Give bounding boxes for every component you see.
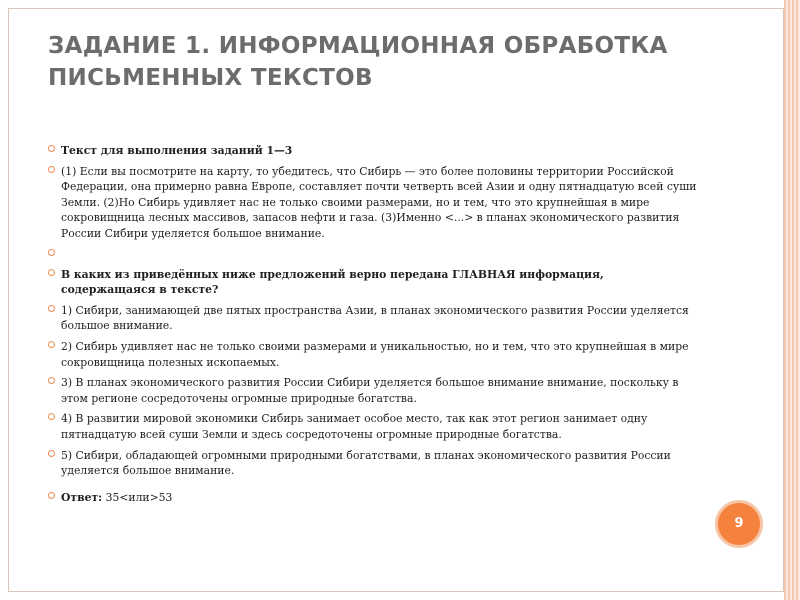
bullet-circle-icon <box>48 145 55 152</box>
option-text: 2) Сибирь удивляет нас не только своими размерами и уникальностью, но и тем, что это крупнейшая в мире сокровищница полезных ископаемых. <box>61 339 689 369</box>
option-3 <box>48 375 698 406</box>
bullet-circle-icon <box>48 413 55 420</box>
passage-text: (1) Если вы посмотрите на карту, то убедитесь, что Сибирь — это более половины территории Российской Федерации, она примерно равна Европе, составляет почти четверть всей Азии и одну пятнадцатую всей суши Земли. (2)Но Сибирь удивляет нас не только своими размерами, но и тем, что это крупнейшая в мире сокровищница лесных массивов, запасов нефти и газа. (3)Именно <...> в планах экономического развития России Сибири уделяется большое внимание. <box>61 164 697 240</box>
page-number-badge: 9 <box>715 500 763 548</box>
slide-content <box>48 143 698 510</box>
bullet-circle-icon <box>48 450 55 457</box>
question-item <box>48 267 698 298</box>
decorative-side-band <box>784 0 800 600</box>
text-heading-item <box>48 143 698 159</box>
bullet-circle-icon <box>48 305 55 312</box>
question-text: В каких из приведённых ниже предложений верно передана ГЛАВНАЯ информация, содержащаяся в тексте? <box>61 267 604 297</box>
answer-label: Ответ: <box>61 490 103 504</box>
answer-item <box>48 490 698 506</box>
option-4 <box>48 411 698 442</box>
bullet-circle-icon <box>48 249 55 256</box>
bullet-circle-icon <box>48 377 55 384</box>
slide-title: ЗАДАНИЕ 1. ИНФОРМАЦИОННАЯ ОБРАБОТКА ПИСЬМЕННЫХ ТЕКСТОВ <box>48 33 668 91</box>
bullet-circle-icon <box>48 269 55 276</box>
option-text: 5) Сибири, обладающей огромными природными богатствами, в планах экономического развития России уделяется большое внимание. <box>61 448 671 478</box>
option-text: 3) В планах экономического развития России Сибири уделяется большое внимание внимание, поскольку в этом регионе сосредоточены огромные природные богатства. <box>61 376 679 405</box>
bullet-circle-icon <box>48 341 55 348</box>
option-2 <box>48 339 698 370</box>
bullet-circle-icon <box>48 166 55 173</box>
option-text: 1) Сибири, занимающей две пятых пространства Азии, в планах экономического развития России уделяется большое внимание. <box>61 303 689 333</box>
passage-item <box>48 164 698 242</box>
answer-value: 35<или>53 <box>105 490 173 504</box>
empty-bullet-item <box>48 247 698 262</box>
option-1 <box>48 303 698 334</box>
option-5 <box>48 448 698 479</box>
option-text: 4) В развитии мировой экономики Сибирь занимает особое место, так как этот регион занимает одну пятнадцатую всей суши Земли и здесь сосредоточены огромные природные богатства. <box>61 412 648 441</box>
bullet-circle-icon <box>48 492 55 499</box>
text-heading: Текст для выполнения заданий 1—3 <box>61 144 293 157</box>
